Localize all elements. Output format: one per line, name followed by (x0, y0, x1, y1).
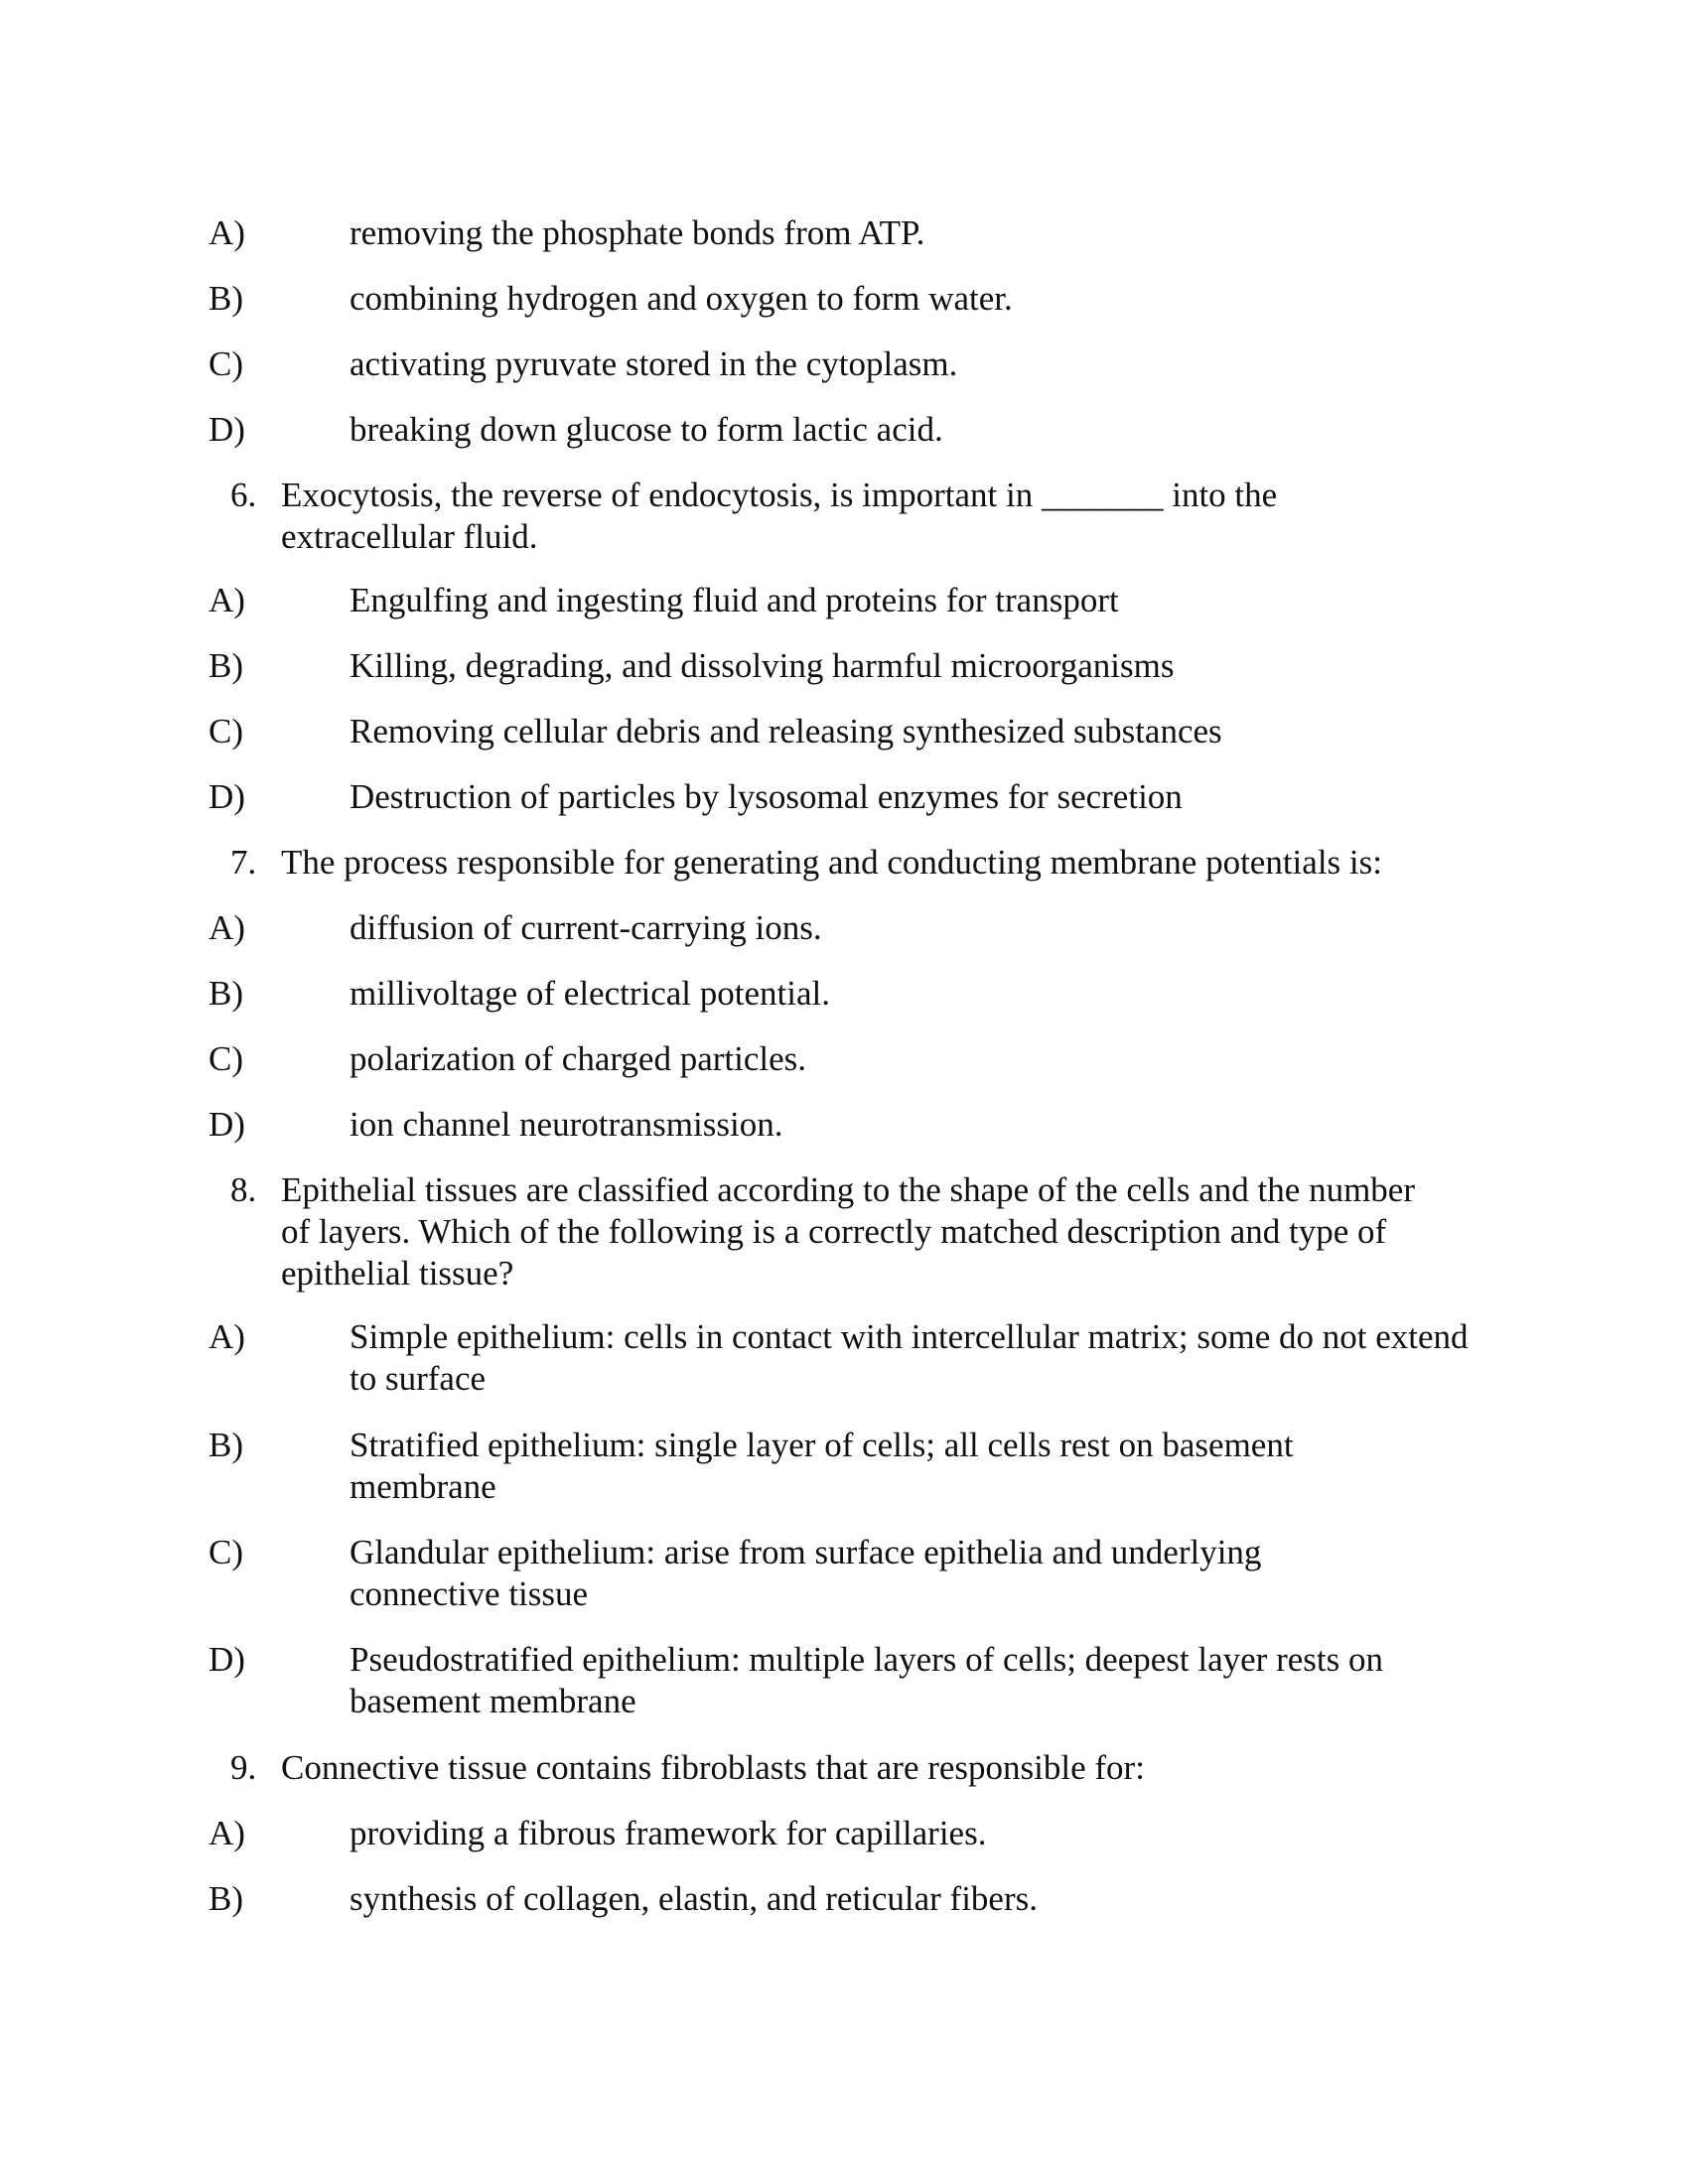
option-text: polarization of charged particles. (350, 1039, 806, 1078)
option-letter: D) (209, 1640, 245, 1679)
option-letter: B) (209, 1879, 243, 1918)
option-text: removing the phosphate bonds from ATP. (350, 213, 925, 252)
option-text: activating pyruvate stored in the cytoplasm. (350, 344, 958, 383)
option-letter: C) (209, 712, 243, 751)
question-number: 7. (230, 843, 257, 882)
option-text: ion channel neurotransmission. (350, 1105, 783, 1144)
option-text: diffusion of current-carrying ions. (350, 908, 822, 947)
option-text: combining hydrogen and oxygen to form water. (350, 279, 1013, 318)
option-text: Destruction of particles by lysosomal enzymes for secretion (350, 777, 1183, 816)
question-text: Epithelial tissues are classified according to the shape of the cells and the number of layers. Which of the following is a correctly matched description and type of epithelial tissue? (281, 1170, 1415, 1293)
option-letter: A) (209, 213, 245, 252)
question-text: Connective tissue contains fibroblasts that are responsible for: (281, 1748, 1145, 1787)
question-text: Exocytosis, the reverse of endocytosis, is important in _______ into the extracellular fluid. (281, 476, 1278, 556)
option-text: Pseudostratified epithelium: multiple layers of cells; deepest layer rests on basement membrane (350, 1640, 1383, 1720)
option-text: breaking down glucose to form lactic acid. (350, 410, 943, 449)
option-letter: C) (209, 1533, 243, 1571)
option-text: Engulfing and ingesting fluid and proteins for transport (350, 581, 1119, 619)
question-number: 8. (230, 1170, 257, 1209)
option-letter: C) (209, 344, 243, 383)
option-letter: D) (209, 410, 245, 449)
option-text: synthesis of collagen, elastin, and reticular fibers. (350, 1879, 1038, 1918)
option-letter: D) (209, 1105, 245, 1144)
option-text: Stratified epithelium: single layer of cells; all cells rest on basement membrane (350, 1426, 1294, 1506)
option-letter: A) (209, 908, 245, 947)
option-letter: A) (209, 581, 245, 619)
option-text: millivoltage of electrical potential. (350, 974, 830, 1013)
option-text: Simple epithelium: cells in contact with intercellular matrix; some do not extend to surface (350, 1317, 1469, 1398)
option-letter: B) (209, 279, 243, 318)
option-letter: B) (209, 1426, 243, 1464)
option-letter: C) (209, 1039, 243, 1078)
option-letter: B) (209, 646, 243, 685)
option-text: providing a fibrous framework for capillaries. (350, 1814, 987, 1852)
question-text: The process responsible for generating and conducting membrane potentials is: (281, 843, 1382, 882)
option-letter: B) (209, 974, 243, 1013)
question-number: 9. (230, 1748, 257, 1787)
option-letter: A) (209, 1814, 245, 1852)
option-letter: D) (209, 777, 245, 816)
option-text: Killing, degrading, and dissolving harmful microorganisms (350, 646, 1175, 685)
option-text: Removing cellular debris and releasing synthesized substances (350, 712, 1222, 751)
option-text: Glandular epithelium: arise from surface epithelia and underlying connective tissue (350, 1533, 1262, 1613)
question-number: 6. (230, 476, 257, 514)
option-letter: A) (209, 1317, 245, 1356)
